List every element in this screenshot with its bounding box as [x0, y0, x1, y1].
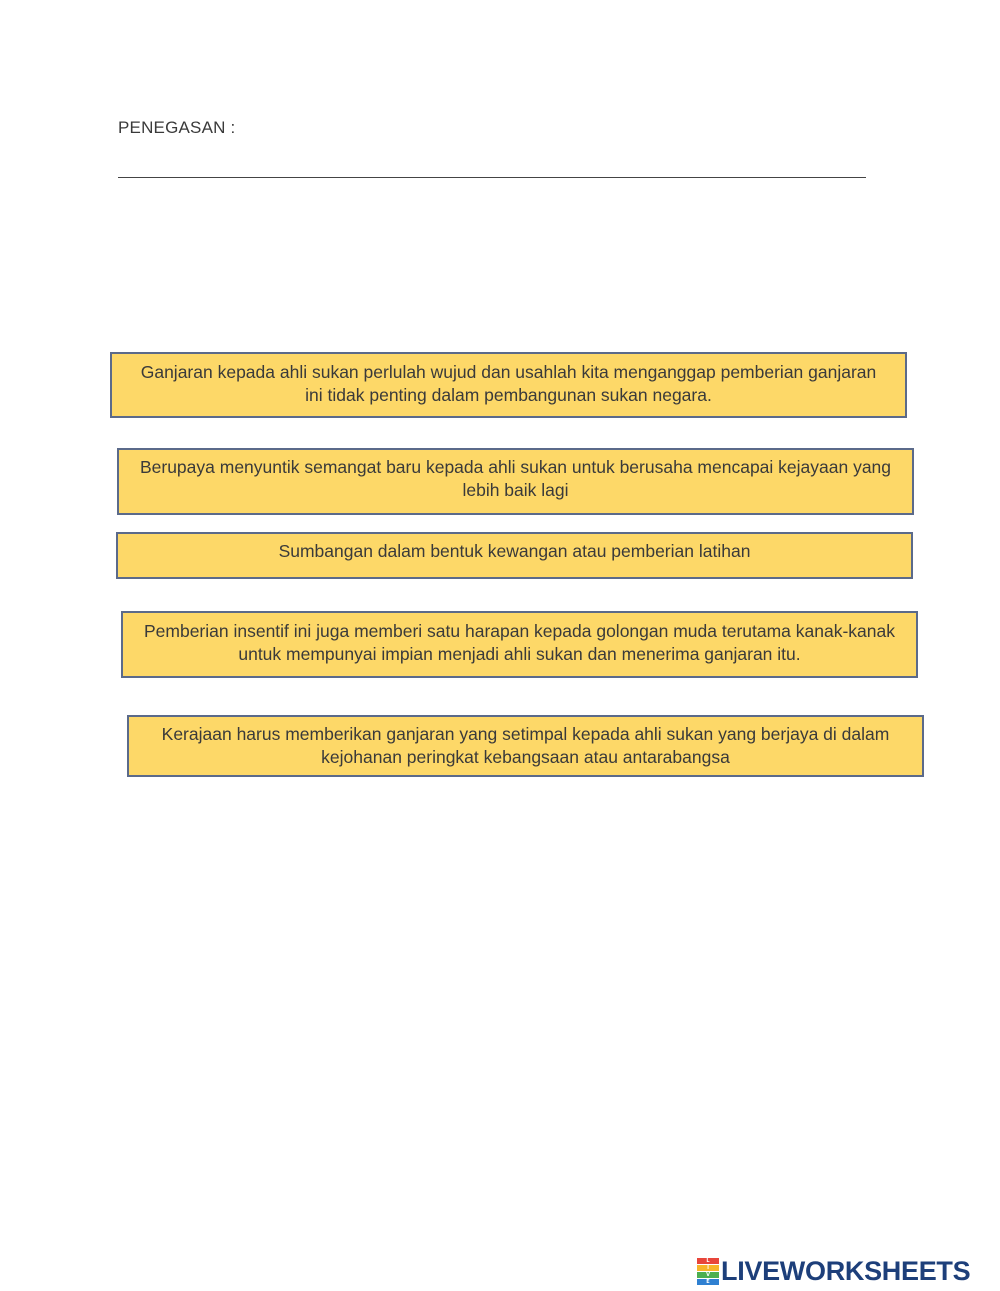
liveworksheets-logo — [697, 1256, 970, 1286]
live-block-e: E — [697, 1279, 719, 1285]
live-block-v: V — [697, 1272, 719, 1278]
draggable-card-1[interactable] — [110, 352, 907, 418]
live-blocks-icon — [697, 1258, 719, 1284]
live-block-i: I — [697, 1265, 719, 1271]
draggable-card-5[interactable] — [127, 715, 924, 777]
live-block-l: L — [697, 1258, 719, 1264]
card-5-text: Kerajaan harus memberikan ganjaran yang setimpal kepada ahli sukan yang berjaya di dalam kejohanan peringkat kebangsaan atau antarabangsa — [161, 724, 890, 767]
draggable-card-2[interactable] — [117, 448, 914, 515]
card-1-text: Ganjaran kepada ahli sukan perlulah wujud dan usahlah kita menganggap pemberian ganjaran ini tidak penting dalam pembangunan sukan negara. — [140, 362, 877, 405]
draggable-card-4[interactable] — [121, 611, 918, 678]
draggable-card-3[interactable] — [116, 532, 913, 579]
answer-line[interactable] — [118, 177, 866, 178]
card-4-text: Pemberian insentif ini juga memberi satu harapan kepada golongan muda terutama kanak-kanak untuk mempunyai impian menjadi ahli sukan dan menerima ganjaran itu. — [143, 621, 895, 664]
page-heading: PENEGASAN : — [118, 118, 236, 137]
card-2-text: Berupaya menyuntik semangat baru kepada ahli sukan untuk berusaha mencapai kejayaan yang lebih baik lagi — [139, 457, 892, 500]
card-3-text: Sumbangan dalam bentuk kewangan atau pemberian latihan — [278, 541, 751, 561]
brand-name: LIVEWORKSHEETS — [721, 1255, 971, 1286]
